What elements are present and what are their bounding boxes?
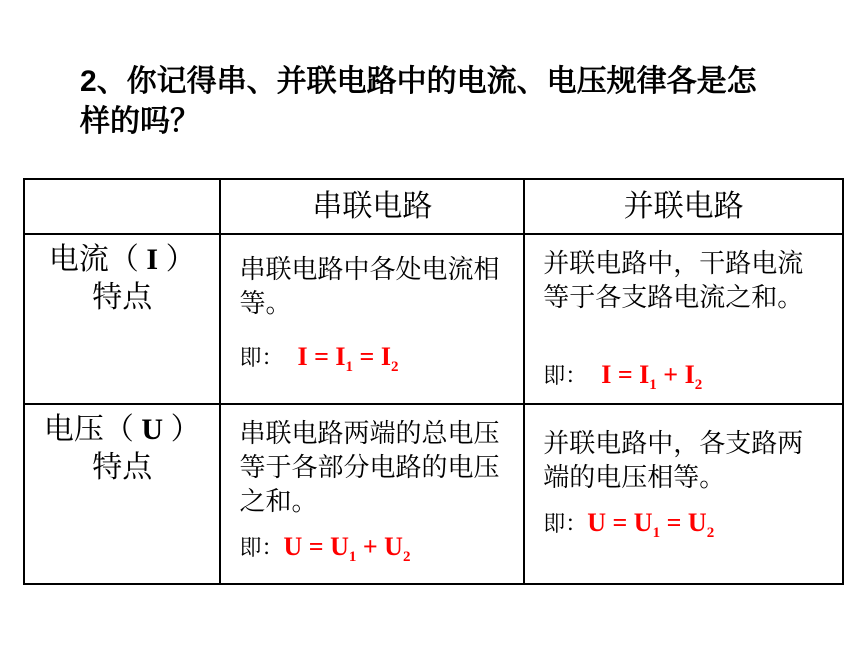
current-series-cell xyxy=(220,234,524,404)
header-parallel-cell xyxy=(524,179,843,234)
table-header-row xyxy=(24,179,843,234)
question-number: 2 xyxy=(80,65,97,98)
formula-prefix: 即： xyxy=(239,346,284,371)
current-label-line2: 特点 xyxy=(92,280,153,315)
voltage-parallel-formula xyxy=(525,507,842,542)
formula-prefix: 即： xyxy=(543,364,588,389)
current-label-end: ） xyxy=(165,242,196,277)
formula-equation: $I = I_1 = I_2$ xyxy=(297,342,399,376)
current-parallel-cell xyxy=(524,234,843,404)
table-row-current xyxy=(24,234,843,404)
current-parallel-formula xyxy=(525,359,842,394)
header-series: 串联电路 xyxy=(312,189,433,224)
current-label-cell xyxy=(24,234,220,404)
voltage-series-desc: 串联电路两端的总电压等于各部分电路的电压之和。 xyxy=(239,419,500,517)
current-series-formula xyxy=(221,341,523,376)
voltage-series-formula xyxy=(221,531,523,566)
voltage-parallel-cell xyxy=(524,404,843,584)
header-series-cell xyxy=(220,179,524,234)
table-row-voltage xyxy=(24,404,843,584)
voltage-series-cell xyxy=(220,404,524,584)
voltage-label-text: 电压（ xyxy=(43,412,134,447)
voltage-label xyxy=(25,405,219,487)
formula-equation: $U = U_1 = U_2$ xyxy=(587,508,715,542)
header-parallel: 并联电路 xyxy=(623,189,744,224)
voltage-symbol: U xyxy=(133,413,171,446)
current-label-text: 电流（ xyxy=(48,242,139,277)
current-series-desc: 串联电路中各处电流相等。 xyxy=(239,255,500,319)
current-label xyxy=(25,235,219,317)
voltage-parallel-desc: 并联电路中，各支路两端的电压相等。 xyxy=(543,429,804,493)
formula-equation: $I = I_1 + I_2$ xyxy=(601,360,703,394)
question-body: 、你记得串、并联电路中的电流、电压规律各是怎样的吗？ xyxy=(80,64,757,139)
formula-prefix: 即： xyxy=(239,536,284,561)
current-symbol: I xyxy=(138,243,166,276)
voltage-label-end: ） xyxy=(170,412,201,447)
formula-equation: $U = U_1 + U_2$ xyxy=(283,532,411,566)
voltage-label-line2: 特点 xyxy=(92,450,153,485)
formula-prefix: 即： xyxy=(543,512,588,537)
voltage-label-cell xyxy=(24,404,220,584)
current-parallel-desc: 并联电路中，干路电流等于各支路电流之和。 xyxy=(543,249,804,313)
question-text xyxy=(80,62,780,142)
comparison-table xyxy=(23,178,844,585)
header-empty-cell xyxy=(24,179,220,234)
